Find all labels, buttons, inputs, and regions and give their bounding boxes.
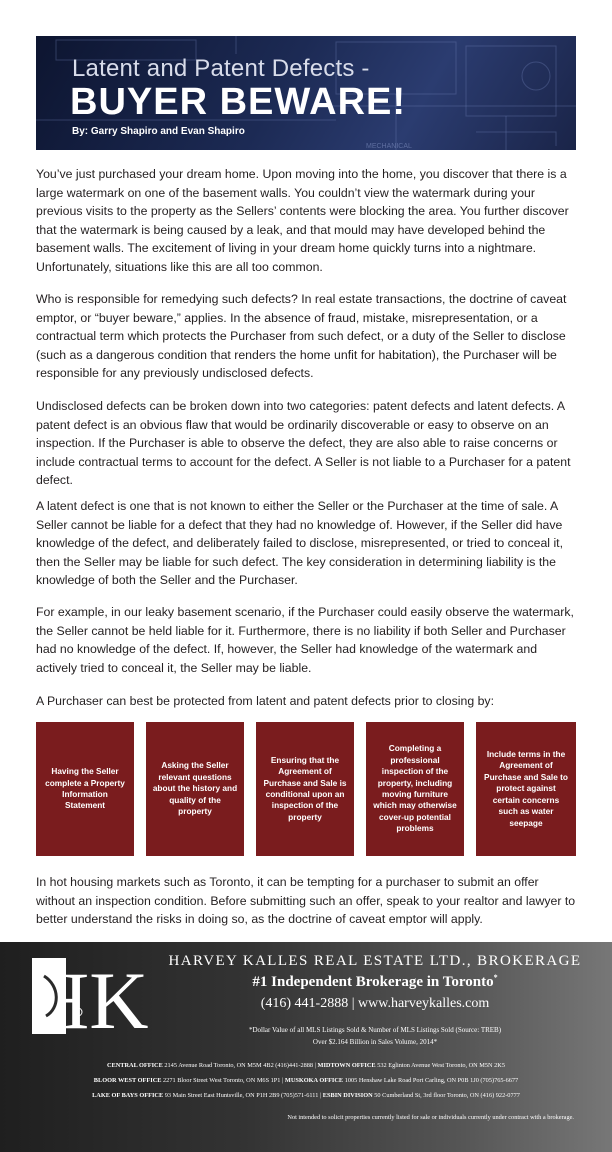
tip-text: Ensuring that the Agreement of Purchase and Sale is conditional upon an inspection of the property bbox=[263, 754, 347, 822]
company-name: HARVEY KALLES REAL ESTATE LTD., BROKERAGE bbox=[168, 953, 582, 969]
rank-line bbox=[160, 973, 590, 991]
paragraph-patent-defects: Undisclosed defects can be broken down into two categories: patent defects and latent defects. A patent defect is an obvious flaw that would be ordinarily discoverable or easy to observe on an inspection. If the Purchaser is able to observe the defect, they are also able to raise concerns or include contractual terms to account for the defect. A Seller is not liable to a Purchaser for a patent defect. bbox=[36, 399, 571, 488]
office-label: MIDTOWN OFFICE bbox=[317, 1062, 376, 1069]
paragraph-responsibility: Who is responsible for remedying such defects? In real estate transactions, the doctrine of caveat emptor, or “buyer beware,” applies. In the absence of fraud, mistake, misrepresentation, or a contractual term which protects the Purchaser from such defect, or a duty of the Seller to disclose (such as a dangerous condition that renders the home unfit for habitation), the Purchaser will be responsible for any previously undisclosed defects. bbox=[36, 292, 567, 381]
office-label: BLOOR WEST OFFICE bbox=[93, 1077, 162, 1084]
office-label: LAKE OF BAYS OFFICE bbox=[92, 1092, 164, 1099]
paragraph-protection-intro: A Purchaser can best be protected from latent and patent defects prior to closing by: bbox=[36, 694, 494, 708]
paragraph-intro: You’ve just purchased your dream home. Upon moving into the home, you discover that there is a large watermark on one of the basement walls. You couldn’t view the watermark during your previous visits to the property as the Sellers’ contents were blocking the area. You further discover that the watermark is being caused by a leak, and that mould may have developed behind the basement walls. The excitement of living in your dream home quickly turns into a nightmare. Unfortunately, situations like this are all too common. bbox=[36, 167, 569, 274]
header-banner bbox=[36, 36, 576, 150]
header-subtitle: Latent and Patent Defects - bbox=[72, 55, 370, 82]
logo-letters: HK bbox=[30, 956, 148, 1036]
tip-box bbox=[146, 722, 244, 856]
office-detail: 2145 Avenue Road Toronto, ON M5M 4B2 (416)441-2888 bbox=[164, 1062, 314, 1069]
tip-text: Completing a professional inspection of the property, including moving furniture which may otherwise cover-up potential problems bbox=[373, 743, 457, 834]
disclaimer: Not intended to solicit properties currently listed for sale or individuals currently under contract with a brokerage. bbox=[287, 1114, 574, 1121]
blueprint-label: MECHANICAL bbox=[366, 143, 412, 150]
office-label: ESBIN DIVISION bbox=[322, 1092, 373, 1099]
paragraph-conclusion: In hot housing markets such as Toronto, it can be tempting for a purchaser to submit an offer without an inspection condition. Before submitting such an offer, speak to your realtor and lawyer to better understand the risks in doing so, as the doctrine of caveat emptor will apply. bbox=[36, 875, 576, 927]
office-detail: 93 Main Street East Huntsville, ON P1H 2B9 (705)571-6111 bbox=[164, 1092, 319, 1099]
paragraph-latent-defects: A latent defect is one that is not known to either the Seller or the Purchaser at the time of sale. A Seller cannot be liable for a defect that they had no knowledge of. However, if the Seller did have knowledge of the defect, and deliberately failed to disclose, misrepresented, or tried to conceal it, then the Seller may be liable for such defect. The key consideration in determining liability is the knowledge of both the Seller and the Purchaser. bbox=[36, 499, 564, 588]
office-separator: | bbox=[282, 1077, 284, 1084]
tip-box bbox=[256, 722, 354, 856]
phone-number[interactable]: (416) 441-2888 bbox=[260, 996, 349, 1011]
office-detail: 2271 Bloor Street West Toronto, ON M6S 1P1 bbox=[163, 1077, 281, 1084]
tip-text: Having the Seller complete a Property Information Statement bbox=[45, 766, 125, 811]
header-title: BUYER BEWARE! bbox=[70, 81, 407, 123]
office-detail: 1005 Henshaw Lake Road Port Carling, ON P0B 1J0 (705)765-6677 bbox=[344, 1077, 519, 1084]
office-detail: 50 Cumberland St, 3rd floor Toronto, ON (416) 922-0777 bbox=[374, 1092, 520, 1099]
header-byline: By: Garry Shapiro and Evan Shapiro bbox=[72, 126, 245, 137]
rank-number: #1 bbox=[252, 974, 268, 990]
footnote-sales-volume: Over $2.164 Billion in Sales Volume, 2014* bbox=[312, 1038, 438, 1046]
rank-mark: * bbox=[493, 973, 498, 982]
office-label: MUSKOKA OFFICE bbox=[284, 1077, 344, 1084]
office-detail: 532 Eglinton Avenue West Toronto, ON M5N 2K5 bbox=[377, 1062, 506, 1069]
harvey-kalles-logo bbox=[30, 956, 148, 1036]
website-link[interactable]: www.harveykalles.com bbox=[358, 996, 490, 1011]
rank-text: Independent Brokerage in Toronto bbox=[271, 974, 494, 990]
office-line bbox=[30, 1062, 582, 1069]
paragraph-example: For example, in our leaky basement scenario, if the Purchaser could easily observe the watermark, the Seller cannot be held liable for it. Furthermore, there is no liability if both Seller and Purchaser had no knowledge of the defect. If, however, the Seller had knowledge of the watermark and actively tried to conceal it, the Seller may be liable. bbox=[36, 605, 574, 675]
contact-separator: | bbox=[351, 996, 355, 1011]
contact-line bbox=[160, 996, 590, 1012]
tip-text: Include terms in the Agreement of Purchase and Sale to protect against certain concerns such as water seepage bbox=[484, 749, 568, 828]
office-separator: | bbox=[319, 1092, 322, 1099]
office-line bbox=[30, 1077, 582, 1084]
office-line bbox=[30, 1092, 582, 1099]
tip-box bbox=[366, 722, 464, 856]
office-separator: | bbox=[314, 1062, 316, 1069]
footnote-source: *Dollar Value of all MLS Listings Sold & Number of MLS Listings Sold (Source: TREB) bbox=[248, 1026, 502, 1034]
footer bbox=[0, 942, 612, 1152]
tip-box bbox=[476, 722, 576, 856]
tip-box bbox=[36, 722, 134, 856]
office-label: CENTRAL OFFICE bbox=[106, 1062, 163, 1069]
tip-text: Asking the Seller relevant questions about the history and quality of the property bbox=[152, 760, 238, 817]
